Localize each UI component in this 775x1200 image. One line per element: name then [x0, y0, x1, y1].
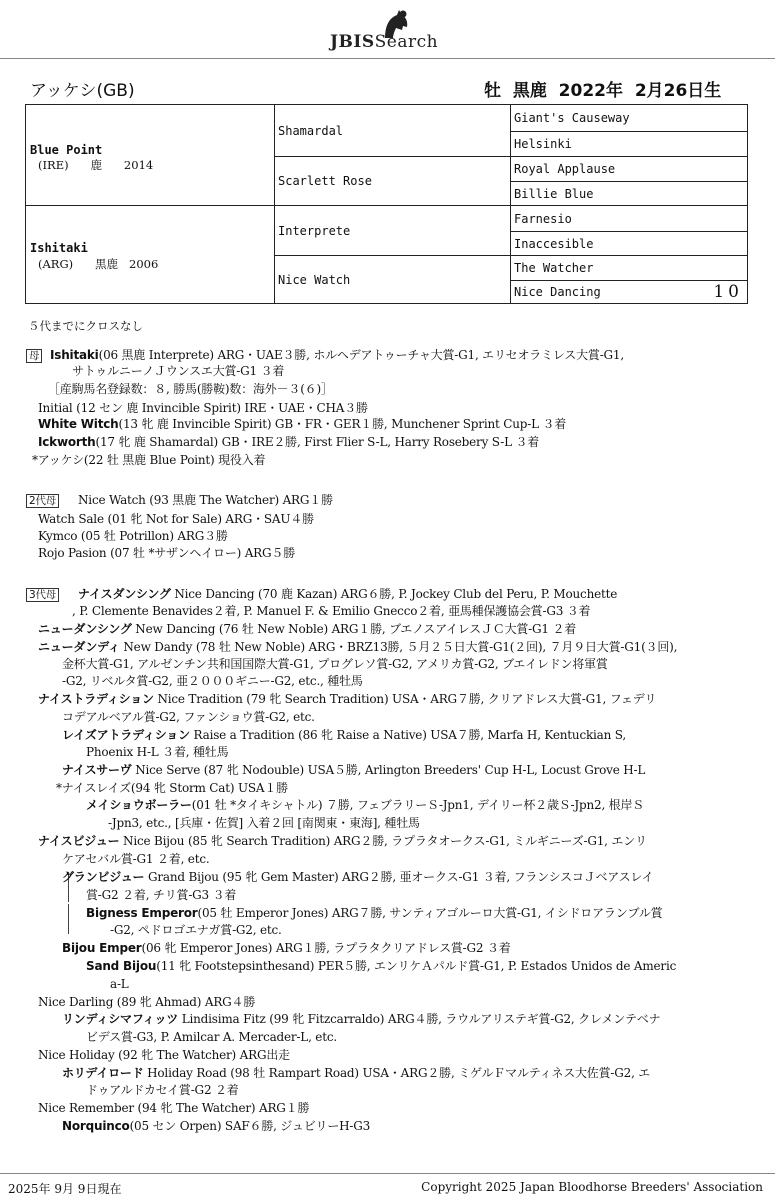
family-line	[50, 347, 624, 363]
family-line-text: -G2, リベルタ賞-G2, 亜２０００ギニー-G2, etc., 種牡馬	[62, 674, 363, 688]
family-line-text: Kymco (05 牡 Potrillon) ARG３勝	[38, 529, 228, 543]
family-line-text: *アッケシ(22 牡 黒鹿 Blue Point) 現役入着	[32, 453, 266, 467]
family-line	[72, 603, 590, 619]
family-line	[38, 1100, 309, 1116]
family-line-text: (13 牝 鹿 Invincible Spirit) GB・FR・GER１勝, Munchener Sprint Cup-L ３着	[118, 417, 567, 431]
family-line	[62, 709, 315, 725]
section-tag-second-dam: 2代母	[26, 492, 65, 508]
horse-link[interactable]: Norquinco	[62, 1119, 130, 1133]
family-line-text: (05 牡 Emperor Jones) ARG７勝, サンティアゴルーロ大賞-G1, イシドロアランブル賞	[197, 906, 663, 920]
g2-cell[interactable]: Nice Watch	[275, 256, 511, 303]
family-line	[86, 1082, 239, 1098]
family-line-text: *ナイスレイズ(94 牝 Storm Cat) USA１勝	[56, 781, 288, 795]
family-line-text: Watch Sale (01 牝 Not for Sale) ARG・SAU４勝	[38, 512, 314, 526]
dam-sub: (ARG) 黒鹿 2006	[38, 257, 159, 271]
section-tag-third-dam: 3代母	[26, 586, 65, 602]
family-line	[62, 673, 363, 689]
family-line	[62, 1118, 370, 1134]
family-line-text: -Jpn3, etc., [兵庫・佐賀] 入着２回 [南関東・東海], 種牡馬	[108, 816, 420, 830]
family-line-text: Grand Bijou (95 牝 Gem Master) ARG２勝, 亜オークス-G1 ３着, フランシスコＪベアスレイ	[144, 870, 654, 884]
family-line	[32, 452, 265, 468]
g2-cell[interactable]: Interprete	[275, 206, 511, 256]
family-line	[86, 887, 236, 903]
g2-cell[interactable]: Scarlett Rose	[275, 157, 511, 206]
family-line	[78, 492, 333, 508]
family-line	[38, 691, 656, 707]
family-line	[38, 545, 295, 561]
sire-cell[interactable]	[26, 105, 275, 206]
family-line-text: ［産駒馬名登録数：８, 勝馬(勝鞍)数：海外－３(６)］	[48, 382, 333, 396]
footer-copyright: Copyright 2025 Japan Bloodhorse Breeders' Association	[421, 1180, 763, 1194]
g2-cell[interactable]: Shamardal	[275, 105, 511, 157]
family-line-text: New Dancing (76 牡 New Noble) ARG１勝, ブエノスアイレスＪＣ大賞-G1 ２着	[131, 622, 577, 636]
family-line	[62, 762, 645, 778]
g3-cell[interactable]: Royal Applause	[511, 157, 747, 182]
g3-cell[interactable]: Billie Blue	[511, 182, 747, 206]
family-line-text: ドゥアルドカセイ賞-G2 ２着	[86, 1083, 239, 1097]
family-line	[38, 1047, 290, 1063]
family-line-text: Rojo Pasion (07 牡 *サザンヘイロー) ARG５勝	[38, 546, 295, 560]
family-line	[62, 727, 626, 743]
dam-cell[interactable]	[26, 206, 275, 303]
family-line-text: (01 牡 *タイキシャトル) ７勝, フェブラリーＳ-Jpn1, デイリー杯２歳Ｓ-Jpn2, 根岸Ｓ	[191, 798, 645, 812]
horse-link[interactable]: ナイスサーヴ	[62, 763, 132, 777]
family-line-text: サトゥルニーノＪウンスエ大賞-G1 ３着	[72, 364, 285, 378]
horse-link[interactable]: ナイスダンシング	[78, 587, 171, 601]
horse-link[interactable]: ホリデイロード	[62, 1066, 144, 1080]
horse-link[interactable]: Sand Bijou	[86, 959, 157, 973]
sire-sub: (IRE) 鹿 2014	[38, 158, 154, 172]
horse-link[interactable]: Bijou Emper	[62, 941, 142, 955]
horse-link[interactable]: リンディシマフィッツ	[62, 1012, 179, 1026]
jbis-logo[interactable]	[330, 8, 460, 54]
family-line	[110, 976, 129, 992]
family-line	[38, 994, 255, 1010]
family-line-text: Nice Dancing (70 鹿 Kazan) ARG６勝, P. Jockey Club del Peru, P. Mouchette	[170, 587, 618, 601]
family-line-text: 賞-G2 ２着, チリ賞-G3 ３着	[86, 888, 237, 902]
header-rule	[0, 58, 775, 59]
horse-link[interactable]: White Witch	[38, 417, 119, 431]
horse-link[interactable]: ニューダンディ	[38, 640, 120, 654]
family-line	[108, 815, 420, 831]
cross-note: ５代までにクロスなし	[28, 319, 143, 333]
tree-bar	[68, 904, 69, 934]
family-line-text: ビデス賞-G3, P. Amilcar A. Mercader-L, etc.	[86, 1030, 337, 1044]
g3-cell[interactable]: Farnesio	[511, 206, 747, 232]
family-line	[38, 833, 647, 849]
g3-cell[interactable]: Nice Dancing	[514, 285, 601, 299]
family-line	[38, 528, 228, 544]
family-line-text: Initial (12 セン 鹿 Invincible Spirit) IRE・UAE・CHA３勝	[38, 401, 368, 415]
g3-cell[interactable]: Inaccesible	[511, 232, 747, 256]
family-line	[72, 363, 284, 379]
family-line	[110, 922, 282, 938]
pedigree-table	[25, 104, 748, 304]
family-line-text: Nice Holiday (92 牝 The Watcher) ARG出走	[38, 1048, 290, 1062]
family-line	[38, 621, 576, 637]
family-line-text: Nice Darling (89 牝 Ahmad) ARG４勝	[38, 995, 256, 1009]
family-line-text: Holiday Road (98 牡 Rampart Road) USA・ARG２勝, ミゲルＦマルティネス大佐賞-G2, エ	[143, 1066, 651, 1080]
horse-link[interactable]: Ickworth	[38, 435, 96, 449]
family-line-text: (06 牝 Emperor Jones) ARG１勝, ラプラタクリアドレス賞-G2 ３着	[141, 941, 511, 955]
family-line-text: Raise a Tradition (86 牝 Raise a Native) USA７勝, Marfa H, Kentuckian S,	[189, 728, 626, 742]
family-line	[86, 905, 662, 921]
family-line	[62, 869, 653, 885]
horse-link[interactable]: ナイストラディション	[38, 692, 154, 706]
horse-link[interactable]: Ishitaki	[50, 348, 99, 362]
horse-info: 牡 黒鹿 2022年 2月26日生	[484, 81, 722, 101]
family-line-text: Lindisima Fitz (99 牝 Fitzcarraldo) ARG４勝, ラウルアリステギ賞-G2, クレメンテベナ	[178, 1012, 661, 1026]
family-line-text: Phoenix H-L ３着, 種牡馬	[86, 745, 229, 759]
family-line-text: (05 セン Orpen) SAF６勝, ジュビリーH-G3	[129, 1119, 371, 1133]
logo-text: JBISSearch	[330, 32, 439, 52]
family-line-text: Nice Remember (94 牝 The Watcher) ARG１勝	[38, 1101, 310, 1115]
dam-name[interactable]: Ishitaki	[30, 241, 88, 255]
family-line-text: Nice Serve (87 牝 Nodouble) USA５勝, Arlington Breeders' Cup H-L, Locust Grove H-L	[131, 763, 646, 777]
g3-cell[interactable]: Helsinki	[511, 132, 747, 157]
family-line	[38, 639, 677, 655]
horse-link[interactable]: レイズアトラディション	[62, 728, 190, 742]
family-line-text: (11 牝 Footstepsinthesand) PER５勝, エンリケＡパルド賞-G1, P. Estados Unidos de Americ	[156, 959, 677, 973]
family-line	[86, 1029, 337, 1045]
family-line-text: コデアルベアル賞-G2, ファンショウ賞-G2, etc.	[62, 710, 315, 724]
family-line	[62, 1011, 660, 1027]
family-line	[62, 940, 511, 956]
family-line	[62, 1065, 650, 1081]
family-line-text: (17 牝 鹿 Shamardal) GB・IRE２勝, First Flier S-L, Harry Rosebery S-L ３着	[95, 435, 540, 449]
section-tag-dam: 母	[26, 347, 48, 363]
family-line	[38, 434, 539, 450]
horse-link[interactable]: ナイスビジュー	[38, 834, 120, 848]
family-line-text: Nice Bijou (85 牝 Search Tradition) ARG２勝, ラプラタオークス-G1, ミルギニーズ-G1, エンリ	[119, 834, 647, 848]
horse-link[interactable]: Bigness Emperor	[86, 906, 198, 920]
g3-cell[interactable]: The Watcher	[511, 256, 747, 281]
family-line-text: Nice Watch (93 黒鹿 The Watcher) ARG１勝	[78, 493, 333, 507]
family-line	[48, 381, 333, 397]
footer-date: 2025年 9月 9日現在	[8, 1182, 122, 1196]
family-line	[78, 586, 617, 602]
family-line	[62, 851, 209, 867]
family-line	[38, 511, 314, 527]
family-line	[86, 797, 644, 813]
footer-rule	[0, 1173, 775, 1174]
horse-name: アッケシ(GB)	[30, 81, 135, 101]
family-line-text: , P. Clemente Benavides２着, P. Manuel F. & Emilio Gnecco２着, 亜馬種保護協会賞-G3 ３着	[72, 604, 591, 618]
family-line	[62, 656, 608, 672]
g3-cell[interactable]: Giant's Causeway	[511, 105, 747, 132]
family-line	[86, 958, 676, 974]
family-line-text: -G2, ペドロゴエナガ賞-G2, etc.	[110, 923, 282, 937]
family-line-text: a-L	[110, 977, 129, 991]
horse-link[interactable]: ニューダンシング	[38, 622, 132, 636]
family-line	[38, 400, 368, 416]
horse-link[interactable]: グランビジュー	[62, 870, 145, 884]
horse-link[interactable]: メイショウボーラー	[86, 798, 192, 812]
sire-name[interactable]: Blue Point	[30, 143, 103, 157]
family-line	[86, 744, 228, 760]
family-line-text: Nice Tradition (79 牝 Search Tradition) USA・ARG７勝, クリアドレス大賞-G1, フェデリ	[153, 692, 657, 706]
family-line-text: New Dandy (78 牡 New Noble) ARG・BRZ13勝, ５月２５日大賞-G1(２回), ７月９日大賞-G1(３回),	[119, 640, 678, 654]
inbreeding-number: 10	[713, 282, 743, 302]
family-line	[38, 416, 566, 432]
family-line-text: (06 黒鹿 Interprete) ARG・UAE３勝, ホルヘデアトゥーチャ大賞-G1, エリセオラミレス大賞-G1,	[98, 348, 624, 362]
family-line	[56, 780, 288, 796]
family-line-text: ケアセバル賞-G1 ２着, etc.	[62, 852, 210, 866]
family-line-text: 金杯大賞-G1, アルゼンチン共和国国際大賞-G1, プログレソ賞-G2, アメリカ賞-G2, ブエイレドン将軍賞	[62, 657, 608, 671]
